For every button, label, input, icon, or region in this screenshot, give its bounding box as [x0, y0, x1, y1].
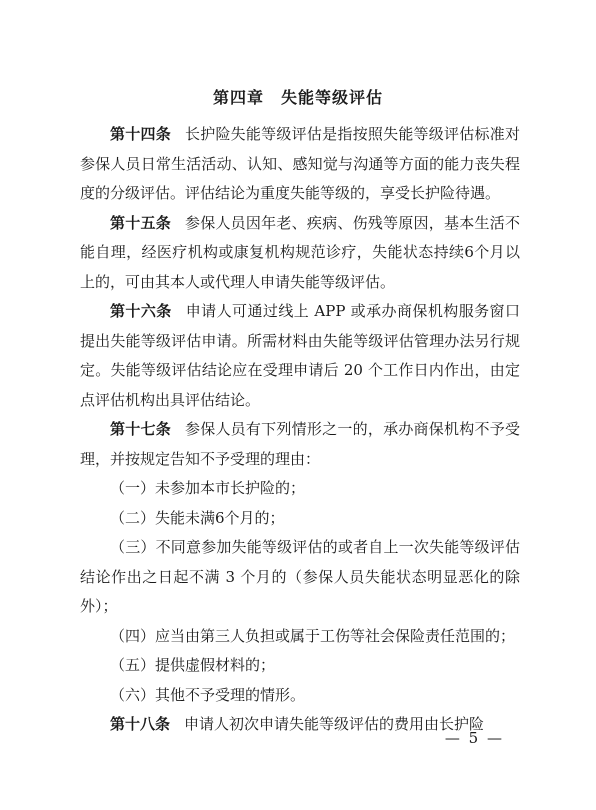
list-item: （三）不同意参加失能等级评估的或者自上一次失能等级评估结论作出之日起不满 3 个月的（参保人员失能状态明显恶化的除外）；	[80, 538, 520, 615]
list-item: （六）其他不予受理的情形。	[110, 685, 306, 704]
article-17	[80, 415, 520, 474]
list-item: （五）提供虚假材料的；	[110, 656, 276, 674]
list-item: （四）应当由第三人负担或属于工伤等社会保险责任范围的；	[110, 626, 516, 645]
chapter-title: 第四章 失能等级评估	[212, 88, 383, 107]
article-text: 长护险失能等级评估是指按照失能等级评估标准对参保人员日常生活活动、认知、感知觉与沟通等方面的能力丧失程度的分级评估。评估结论为重度失能等级的，享受长护险待遇。	[80, 125, 520, 202]
page-number: — 5 —	[444, 729, 504, 747]
list-item: （一）未参加本市长护险的；	[110, 479, 306, 497]
list-item: （二）失能未满6个月的；	[110, 508, 285, 527]
article-label: 第十八条	[110, 715, 171, 733]
document-body	[80, 120, 520, 740]
article-label: 第十七条	[110, 420, 171, 438]
article-label: 第十五条	[110, 213, 171, 232]
article-text: 申请人初次申请失能等级评估的费用由长护险	[184, 715, 485, 733]
article-text: 申请人可通过线上 APP 或承办商保机构服务窗口提出失能等级评估申请。所需材料由失能等级评估管理办法另行规定。失能等级评估结论应在受理申请后 20 个工作日内作出，由定点评估机构出具评估结论。	[80, 302, 520, 409]
article-label: 第十四条	[110, 125, 171, 143]
article-14	[80, 120, 520, 209]
article-text: 参保人员有下列情形之一的，承办商保机构不予受理，并按规定告知不予受理的理由：	[80, 420, 520, 468]
article-15	[80, 209, 520, 298]
article-16	[80, 297, 520, 415]
article-label: 第十六条	[110, 302, 172, 320]
article-text: 参保人员因年老、疾病、伤残等原因，基本生活不能自理，经医疗机构或康复机构规范诊疗，失能状态持续6个月以上的，可由其本人或代理人申请失能等级评估。	[80, 213, 520, 291]
